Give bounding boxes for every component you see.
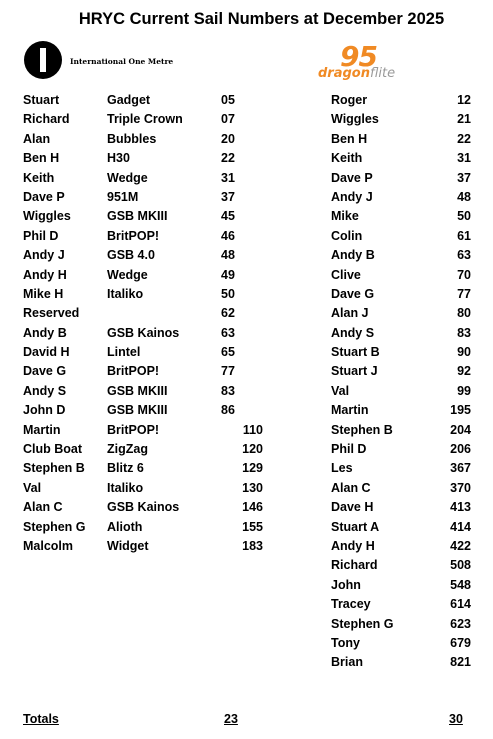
owner-name: Dave H [331,500,374,515]
owner-name: Alan [23,131,51,146]
owner-name: Wiggles [23,209,71,224]
owner-name: John D [23,403,66,418]
owner-name: Stuart A [331,519,380,534]
boat-name: Italiko [107,286,144,301]
sail-number: 110 [242,422,263,437]
totals-label: Totals [23,712,59,726]
boat-name: Wedge [107,170,148,185]
boat-name: Lintel [107,345,141,360]
sail-number: 77 [457,286,471,301]
boat-name: Bubbles [107,131,157,146]
sail-number: 370 [450,480,471,495]
list-item [331,343,471,362]
sail-number: 414 [450,519,471,534]
owner-name: Stuart B [331,345,380,360]
list-item [331,227,471,246]
sail-number: 48 [221,248,235,263]
owner-name: Malcolm [23,538,74,553]
list-item [23,207,253,226]
list-item [331,556,471,575]
sail-number: 623 [450,616,471,631]
list-item [23,304,253,323]
owner-name: Andy B [23,325,67,340]
list-item [23,110,253,129]
owner-name: Andy H [331,538,375,553]
list-item [331,285,471,304]
owner-name: Phil D [23,228,59,243]
boat-name: GSB MKIII [107,209,168,224]
boat-name: GSB MKIII [107,383,168,398]
list-item [331,149,471,168]
owner-name: Stephen B [23,461,85,476]
owner-name: Les [331,461,353,476]
sail-number: 90 [457,345,471,360]
list-item [331,110,471,129]
list-item [331,207,471,226]
owner-name: Mike H [23,286,64,301]
list-item [331,634,471,653]
owner-name: Andy H [23,267,67,282]
sail-number: 48 [457,189,471,204]
sail-number: 22 [221,151,235,166]
list-item [23,188,253,207]
owner-name: Andy S [331,325,375,340]
sail-number: 63 [457,248,471,263]
owner-name: Clive [331,267,361,282]
sail-number: 83 [221,383,235,398]
sail-number: 92 [457,364,471,379]
list-item [331,362,471,381]
owner-name: Tracey [331,597,371,612]
boat-name: GSB Kainos [107,325,180,340]
sail-number: 61 [457,228,471,243]
owner-name: Keith [23,170,55,185]
owner-name: Val [23,480,42,495]
boat-name: GSB 4.0 [107,248,155,263]
owner-name: Ben H [331,131,368,146]
owner-name: Dave G [331,286,375,301]
sail-number: 155 [242,519,263,534]
owner-name: Richard [23,112,70,127]
sail-number: 99 [457,383,471,398]
owner-name: Ben H [23,151,60,166]
owner-name: Brian [331,655,363,670]
owner-name: Dave P [23,189,65,204]
list-item [331,324,471,343]
sail-number: 62 [221,306,235,321]
sail-number: 07 [221,112,235,127]
owner-name: Dave G [23,364,67,379]
sail-number: 21 [457,112,471,127]
owner-name: Andy S [23,383,67,398]
sail-number: 31 [221,170,235,185]
list-item [331,653,471,672]
sail-number: 49 [221,267,235,282]
sail-number: 821 [450,655,471,670]
sail-number: 120 [242,442,263,457]
boat-name: BritPOP! [107,364,160,379]
sail-number: 508 [450,558,471,573]
list-item [23,324,253,343]
sail-number: 86 [221,403,235,418]
iom-circle-icon [24,41,62,79]
sail-number: 46 [221,228,235,243]
sail-number: 05 [221,93,235,107]
boat-name: BritPOP! [107,422,160,437]
sail-number: 22 [457,131,471,146]
list-item [23,421,263,440]
list-item [331,130,471,149]
page-title: HRYC Current Sail Numbers at December 2025 [78,10,445,28]
list-item [23,285,253,304]
owner-name: Stephen B [331,422,393,437]
boat-name: Alioth [107,519,143,534]
iom-logo [24,41,184,81]
sail-number: 679 [450,635,471,650]
list-item [331,266,471,285]
sail-number: 614 [450,597,471,612]
dragonflite-logo-number: 95 [340,40,377,73]
list-item [23,91,253,110]
dragonflite-logo-word: dragonflite [318,66,396,81]
dragonflite-logo [318,40,468,84]
boat-name: Blitz 6 [107,461,144,476]
list-item [331,518,471,537]
iom-total: 23 [224,712,238,726]
list-item [331,595,471,614]
list-item [331,498,471,517]
list-item [23,266,253,285]
list-item [23,246,253,265]
list-item [23,169,253,188]
list-item [331,169,471,188]
owner-name: Phil D [331,442,367,457]
list-item [331,537,471,556]
sail-number: 130 [242,480,263,495]
list-item [331,401,471,420]
list-item [331,91,471,110]
owner-name: Reserved [23,306,80,321]
boat-name: ZigZag [107,442,148,457]
owner-name: Wiggles [331,112,379,127]
boat-name: GSB MKIII [107,403,168,418]
sail-number: 37 [457,170,471,185]
owner-name: John [331,577,361,592]
owner-name: Martin [23,422,61,437]
boat-name: Widget [107,538,149,553]
owner-name: David H [23,345,70,360]
list-item [331,576,471,595]
sail-number: 83 [457,325,471,340]
boat-name: Gadget [107,93,151,107]
owner-name: Stephen G [331,616,394,631]
list-item [331,479,471,498]
boat-name: BritPOP! [107,228,160,243]
list-item [23,498,263,517]
list-item [23,362,253,381]
owner-name: Stuart J [331,364,378,379]
dragonflite-total: 30 [449,712,463,726]
owner-name: Alan C [331,480,371,495]
sail-number: 63 [221,325,235,340]
sail-number: 129 [242,461,263,476]
sail-number: 422 [450,538,471,553]
list-item [331,421,471,440]
owner-name: Tony [331,635,360,650]
owner-name: Roger [331,93,368,107]
owner-name: Alan C [23,500,63,515]
owner-name: Dave P [331,170,373,185]
list-item [23,518,263,537]
sail-number: 183 [242,538,263,553]
list-item [331,440,471,459]
sail-number: 65 [221,345,235,360]
boat-name: Wedge [107,267,148,282]
owner-name: Val [331,383,350,398]
owner-name: Richard [331,558,378,573]
boat-name: Italiko [107,480,144,495]
list-item [23,479,263,498]
list-item [23,440,263,459]
list-item [331,459,471,478]
list-item [23,459,263,478]
sail-number: 31 [457,151,471,166]
owner-name: Keith [331,151,363,166]
owner-name: Andy B [331,248,375,263]
iom-sail-number-list [23,91,263,556]
owner-name: Colin [331,228,363,243]
owner-name: Andy J [331,189,373,204]
owner-name: Stuart [23,93,60,107]
list-item [331,382,471,401]
sail-number: 206 [450,442,471,457]
list-item [331,188,471,207]
sail-number: 20 [221,131,235,146]
sail-number: 70 [457,267,471,282]
owner-name: Alan J [331,306,369,321]
sail-number: 548 [450,577,471,592]
list-item [331,304,471,323]
owner-name: Stephen G [23,519,86,534]
boat-name: H30 [107,151,130,166]
owner-name: Andy J [23,248,65,263]
list-item [23,343,253,362]
boat-name: Triple Crown [107,112,183,127]
list-item [23,130,253,149]
list-item [331,615,471,634]
dragonflite-sail-number-list [331,91,471,673]
list-item [23,537,263,556]
sail-number: 204 [450,422,471,437]
sail-number: 45 [221,209,235,224]
iom-logo-text: International One Metre [70,57,174,66]
sail-number: 77 [221,364,235,379]
list-item [23,401,253,420]
sail-number: 146 [242,500,263,515]
list-item [23,227,253,246]
sail-number: 50 [457,209,471,224]
owner-name: Martin [331,403,369,418]
sail-number: 80 [457,306,471,321]
boat-name: GSB Kainos [107,500,180,515]
owner-name: Mike [331,209,359,224]
sail-number: 37 [221,189,235,204]
sail-number: 195 [450,403,471,418]
sail-number: 12 [457,93,471,107]
list-item [23,149,253,168]
sail-number: 413 [450,500,471,515]
sail-number: 50 [221,286,235,301]
sail-number: 367 [450,461,471,476]
list-item [331,246,471,265]
boat-name: 951M [107,189,139,204]
owner-name: Club Boat [23,442,83,457]
list-item [23,382,253,401]
